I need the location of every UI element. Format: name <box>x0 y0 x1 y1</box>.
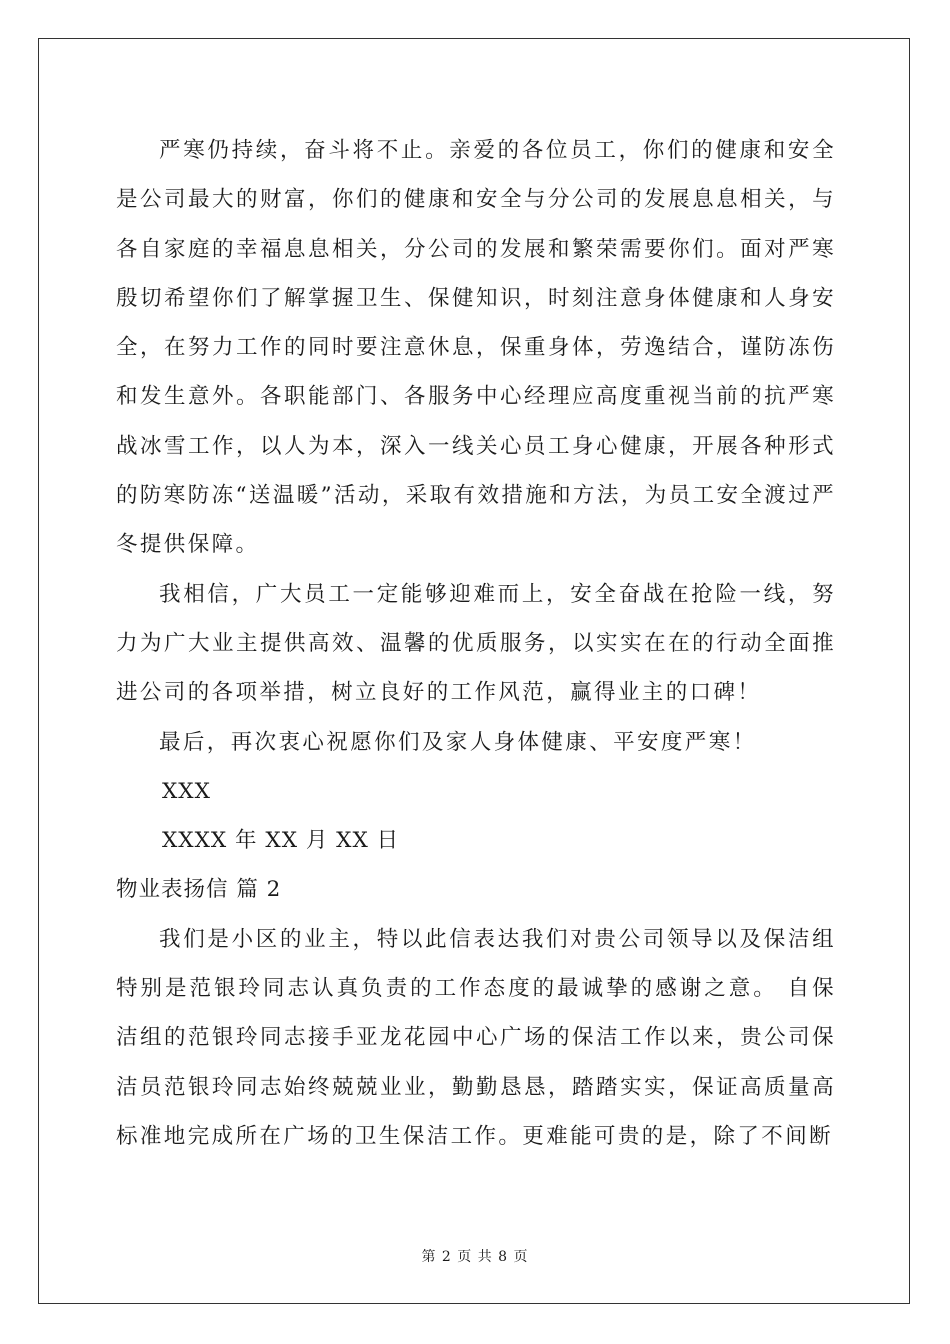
date-line: XXXX 年 XX 月 XX 日 <box>162 828 400 854</box>
paragraph-praise-letter: 我们是小区的业主，特以此信表达我们对贵公司领导以及保洁组特别是范银玲同志认真负责的工作态度的最诚挚的感谢之意。 自保洁组的范银玲同志接手亚龙花园中心广场的保洁工作以来，贵公司保洁员范银玲同志始终兢兢业业，勤勤恳恳，踏踏实实，保证高质量高标准地完成所在广场的卫生保洁工作。更难能可贵的是，除了不间断 <box>116 926 836 1149</box>
page-number-footer: 第 2 页 共 8 页 <box>421 1249 529 1265</box>
paragraph-closing-wishes: 最后，再次衷心祝愿你们及家人身体健康、平安度严寒！ <box>159 729 757 755</box>
section-title: 物业表扬信 篇 2 <box>116 877 282 903</box>
document-body <box>116 126 836 1161</box>
paragraph-winter-safety: 严寒仍持续，奋斗将不止。亲爱的各位员工，你们的健康和安全是公司最大的财富，你们的健康和安全与分公司的发展息息相关，与各自家庭的幸福息息相关，分公司的发展和繁荣需要你们。面对严寒殷切希望你们了解掌握卫生、保健知识，时刻注意身体健康和人身安全，在努力工作的同时要注意休息，保重身体，劳逸结合，谨防冻伤和发生意外。各职能部门、各服务中心经理应高度重视当前的抗严寒战冰雪工作，以人为本，深入一线关心员工身心健康，开展各种形式的防寒防冻“送温暖”活动，采取有效措施和方法，为员工安全渡过严冬提供保障。 <box>116 138 836 558</box>
paragraph-confidence: 我相信，广大员工一定能够迎难而上，安全奋战在抢险一线，努力为广大业主提供高效、温馨的优质服务，以实实在在的行动全面推进公司的各项举措，树立良好的工作风范，赢得业主的口碑！ <box>116 581 836 706</box>
signature: XXX <box>162 778 211 804</box>
